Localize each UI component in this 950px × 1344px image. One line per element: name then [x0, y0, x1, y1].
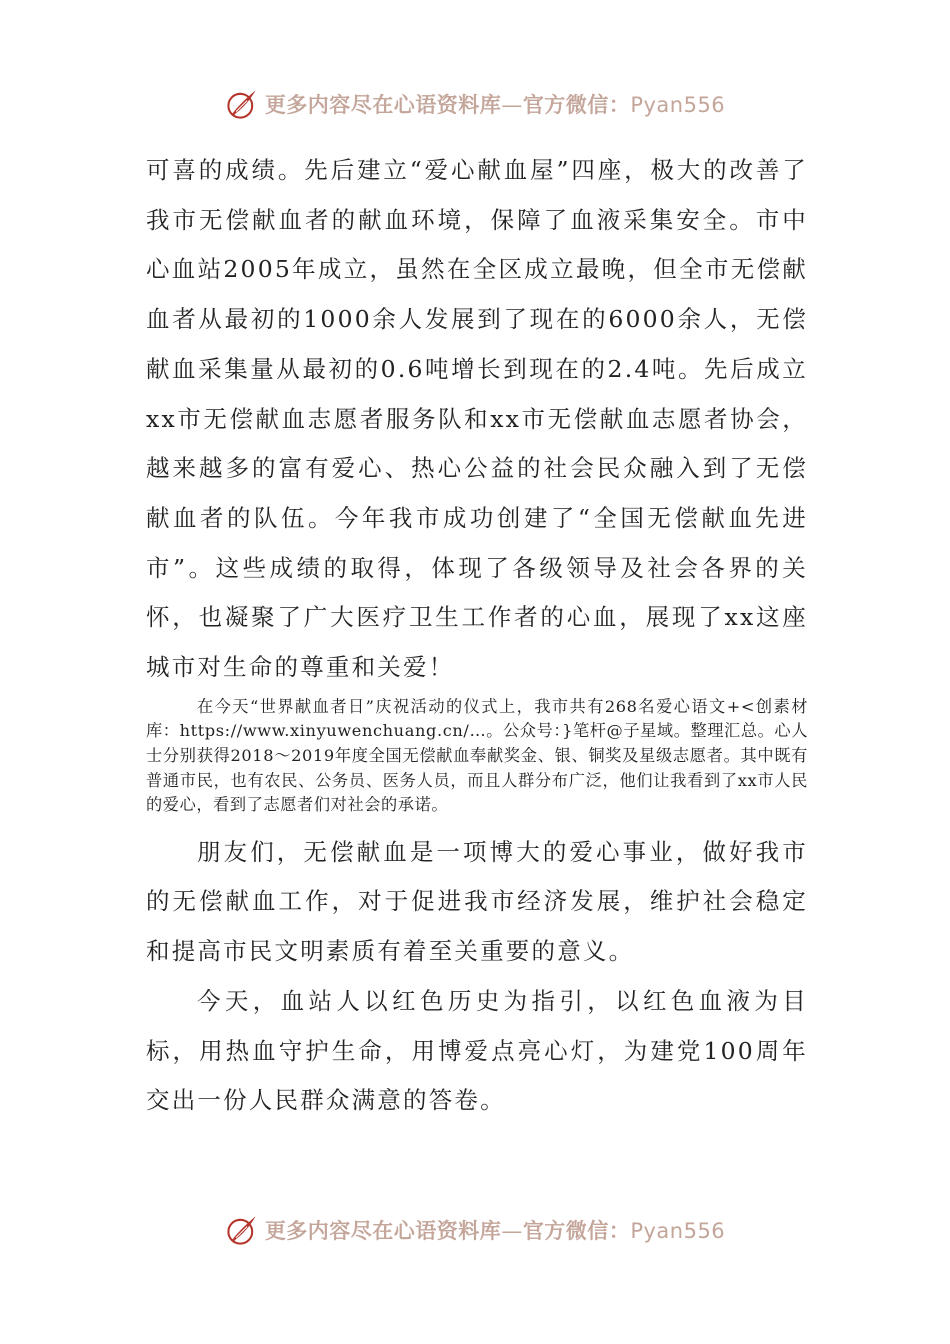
footer-banner — [0, 1210, 950, 1250]
quill-pen-logo-icon — [225, 1213, 259, 1247]
header-banner — [0, 84, 950, 124]
footer-banner-text — [265, 1215, 725, 1245]
header-banner-wechat-id: Pyan556 — [630, 93, 726, 117]
header-banner-wechat-label: 官方微信： — [522, 93, 631, 117]
header-banner-title: 更多内容尽在心语资料库 — [264, 93, 502, 117]
quill-pen-logo-icon — [225, 87, 259, 121]
header-banner-text — [265, 89, 725, 119]
paragraph-today: 今天，血站人以红色历史为指引，以红色血液为目标，用热血守护生命，用博爱点亮心灯，为建党100周年交出一份人民群众满意的答卷。 — [146, 986, 808, 1115]
footer-banner-wechat-id: Pyan556 — [630, 1219, 726, 1243]
header-banner-separator: — — [501, 93, 523, 117]
paragraph-achievements: 可喜的成绩。先后建立“爱心献血屋”四座，极大的改善了我市无偿献血者的献血环境，保障了血液采集安全。市中心血站2005年成立，虽然在全区成立最晚，但全市无偿献血者从最初的1000余人发展到了现在的6000余人，无偿献血采集量从最初的0.6吨增长到现在的2.4吨。先后成立xx市无偿献血志愿者服务队和xx市无偿献血志愿者协会，越来越多的富有爱心、热心公益的社会民众融入到了无偿献血者的队伍。今年我市成功创建了“全国无偿献血先进市”。这些成绩的取得，体现了各级领导及社会各界的关怀，也凝聚了广大医疗卫生工作者的心血，展现了xx这座城市对生命的尊重和关爱！ — [146, 156, 808, 682]
footer-banner-wechat-label: 官方微信： — [522, 1219, 631, 1243]
footer-banner-title: 更多内容尽在心语资料库 — [264, 1219, 502, 1243]
document-body — [146, 146, 808, 1126]
footer-banner-separator: — — [501, 1219, 523, 1243]
paragraph-ceremony: 在今天“世界献血者日”庆祝活动的仪式上，我市共有268名爱心语文+<创素材库：https://www.xinyuwenchuang.cn/…。公众号：}笔杆@子星域。整理汇总。心人士分别获得2018～2019年度全国无偿献血奉献奖金、银、铜奖及星级志愿者。其中既有普通市民，也有农民、公务员、医务人员，而且人群分布广泛，他们让我看到了xx市人民的爱心，看到了志愿者们对社会的承诺。 — [146, 696, 808, 815]
paragraph-friends: 朋友们，无偿献血是一项博大的爱心事业，做好我市的无偿献血工作，对于促进我市经济发展，维护社会稳定和提高市民文明素质有着至关重要的意义。 — [146, 837, 808, 966]
